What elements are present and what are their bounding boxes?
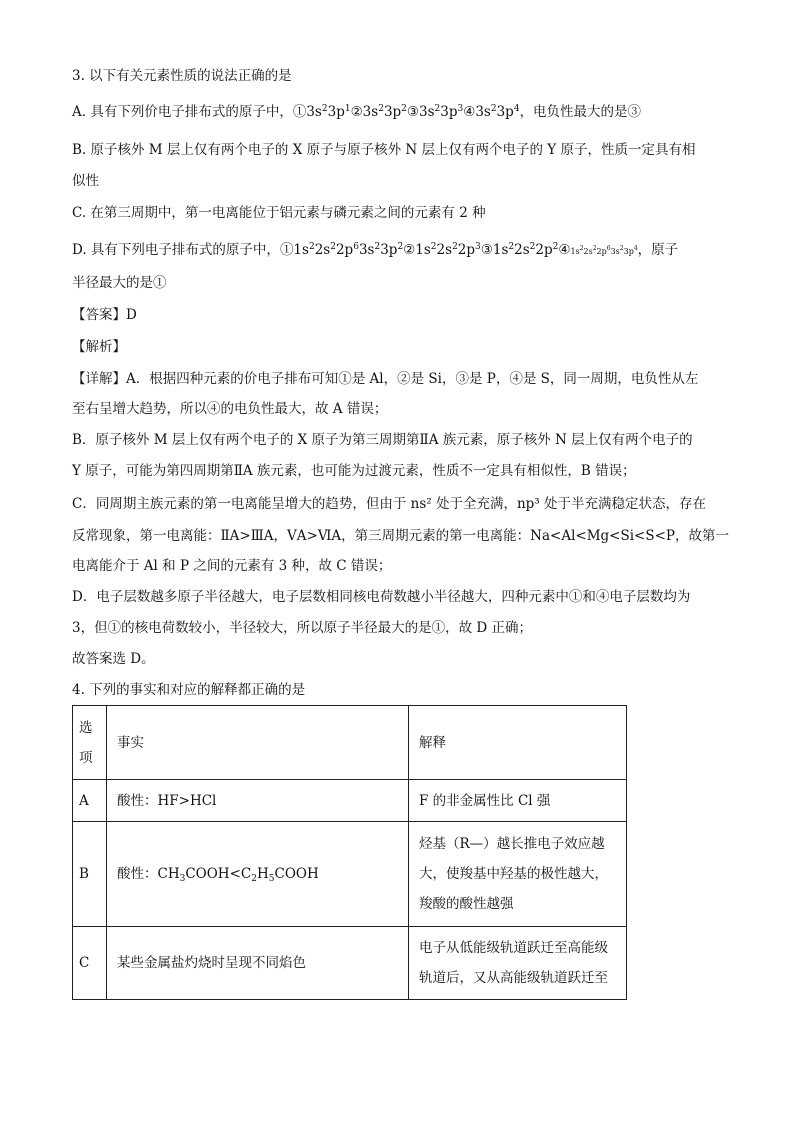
q3-option-a-text: A. 具有下列价电子排布式的原子中， [72, 104, 293, 120]
explain-line: 大，使羧基中羟基的极性越大， [419, 866, 608, 882]
explain-line: 轨道后，又从高能级轨道跃迁至 [419, 970, 608, 986]
q4-table [72, 705, 627, 1000]
q3-detail-line-5: C．同周期主族元素的第一电离能呈增大的趋势，但由于 ns² 处于全充满，np³ 处于半充满稳定状态，存在 [72, 496, 706, 512]
q3-option-d-text: D. 具有下列电子排布式的原子中， [72, 242, 280, 258]
q3-detail-line-1: 【详解】A．根据四种元素的价电子排布可知①是 Al，②是 Si，③是 P，④是 S，同一周期，电负性从左 [72, 371, 699, 387]
q3-option-a-configs: $①3s^23p^1②3s^23p^2③3s^23p^3④3s^23p^4$ [292, 104, 520, 120]
table-row [73, 780, 627, 822]
header-fact: 事实 [107, 706, 409, 780]
q4-stem: 4. 下列的事实和对应的解释都正确的是 [72, 682, 306, 698]
row-option: C [73, 927, 107, 1000]
q3-detail-line-6: 反常现象，第一电离能：ⅡA>ⅢA，ⅤA>ⅥA，第三周期元素的第一电离能：Na<Al<Mg<Si<S<P，故第一 [72, 528, 729, 544]
q3-option-d-line2: 半径最大的是① [72, 275, 167, 291]
row-fact: 某些金属盐灼烧时呈现不同焰色 [107, 927, 409, 1000]
header-option-line1: 选 [79, 719, 93, 736]
row-option: B [73, 822, 107, 927]
row-explain [409, 927, 627, 1000]
header-option-line2: 项 [79, 749, 93, 766]
q3-answer [72, 305, 137, 325]
row-explain [409, 822, 627, 927]
explain-line: 电子从低能级轨道跃迁至高能级 [419, 940, 608, 956]
q3-option-b-line2: 似性 [72, 173, 99, 189]
q3-option-c: C. 在第三周期中，第一电离能位于铝元素与磷元素之间的元素有 2 种 [72, 205, 486, 221]
q3-detail-line-9: 3，但①的核电荷数较小，半径较大，所以原子半径最大的是①，故 D 正确； [72, 620, 532, 636]
explain-line: 羧酸的酸性越强 [419, 896, 514, 912]
q3-option-a-tail: ，电负性最大的是③ [519, 104, 642, 120]
table-header-row [73, 706, 627, 780]
row-explain: F 的非金属性比 Cl 强 [409, 780, 627, 822]
row-fact: 酸性：HF>HCl [107, 780, 409, 822]
q3-option-d-line1 [72, 240, 678, 262]
q3-option-a [72, 102, 641, 122]
q3-option-d-tail: ，原子 [637, 242, 679, 258]
q3-option-d-configs: $①1s^22s^22p^63s^23p^2②1s^22s^22p^3③1s^22s^22p^2④1s^22s^22p^63s^23p^4$ [279, 242, 638, 258]
answer-label: 【答案】 [72, 307, 126, 323]
explain-line: 烃基（R—）越长推电子效应越 [419, 836, 605, 852]
q3-stem: 3. 以下有关元素性质的说法正确的是 [72, 68, 292, 84]
q3-detail-line-4: Y 原子，可能为第四周期第ⅡA 族元素，也可能为过渡元素，性质不一定具有相似性，B 错误； [72, 463, 636, 479]
q3-detail-line-10: 故答案选 D。 [72, 651, 155, 667]
q3-detail-line-8: D．电子层数越多原子半径越大，电子层数相同核电荷数越小半径越大，四种元素中①和④电子层数均为 [72, 589, 691, 605]
row-option: A [73, 780, 107, 822]
table-row [73, 927, 627, 1000]
header-explain: 解释 [409, 706, 627, 780]
header-option [73, 706, 107, 780]
q3-option-b-line1: B. 原子核外 M 层上仅有两个电子的 X 原子与原子核外 N 层上仅有两个电子的 Y 原子，性质一定具有相 [72, 142, 696, 158]
q3-detail-line-3: B．原子核外 M 层上仅有两个电子的 X 原子为第三周期第ⅡA 族元素，原子核外 N 层上仅有两个电子的 [72, 432, 693, 448]
q3-detail-line-2: 至右呈增大趋势，所以④的电负性最大，故 A 错误； [72, 401, 388, 417]
row-fact: 酸性：$CH_3COOH<C_2H_5COOH$ [107, 822, 409, 927]
table-row [73, 822, 627, 927]
q3-analysis-label: 【解析】 [72, 339, 126, 355]
answer-value: D [126, 307, 137, 323]
q3-detail-line-7: 电离能介于 Al 和 P 之间的元素有 3 种，故 C 错误； [72, 558, 392, 574]
